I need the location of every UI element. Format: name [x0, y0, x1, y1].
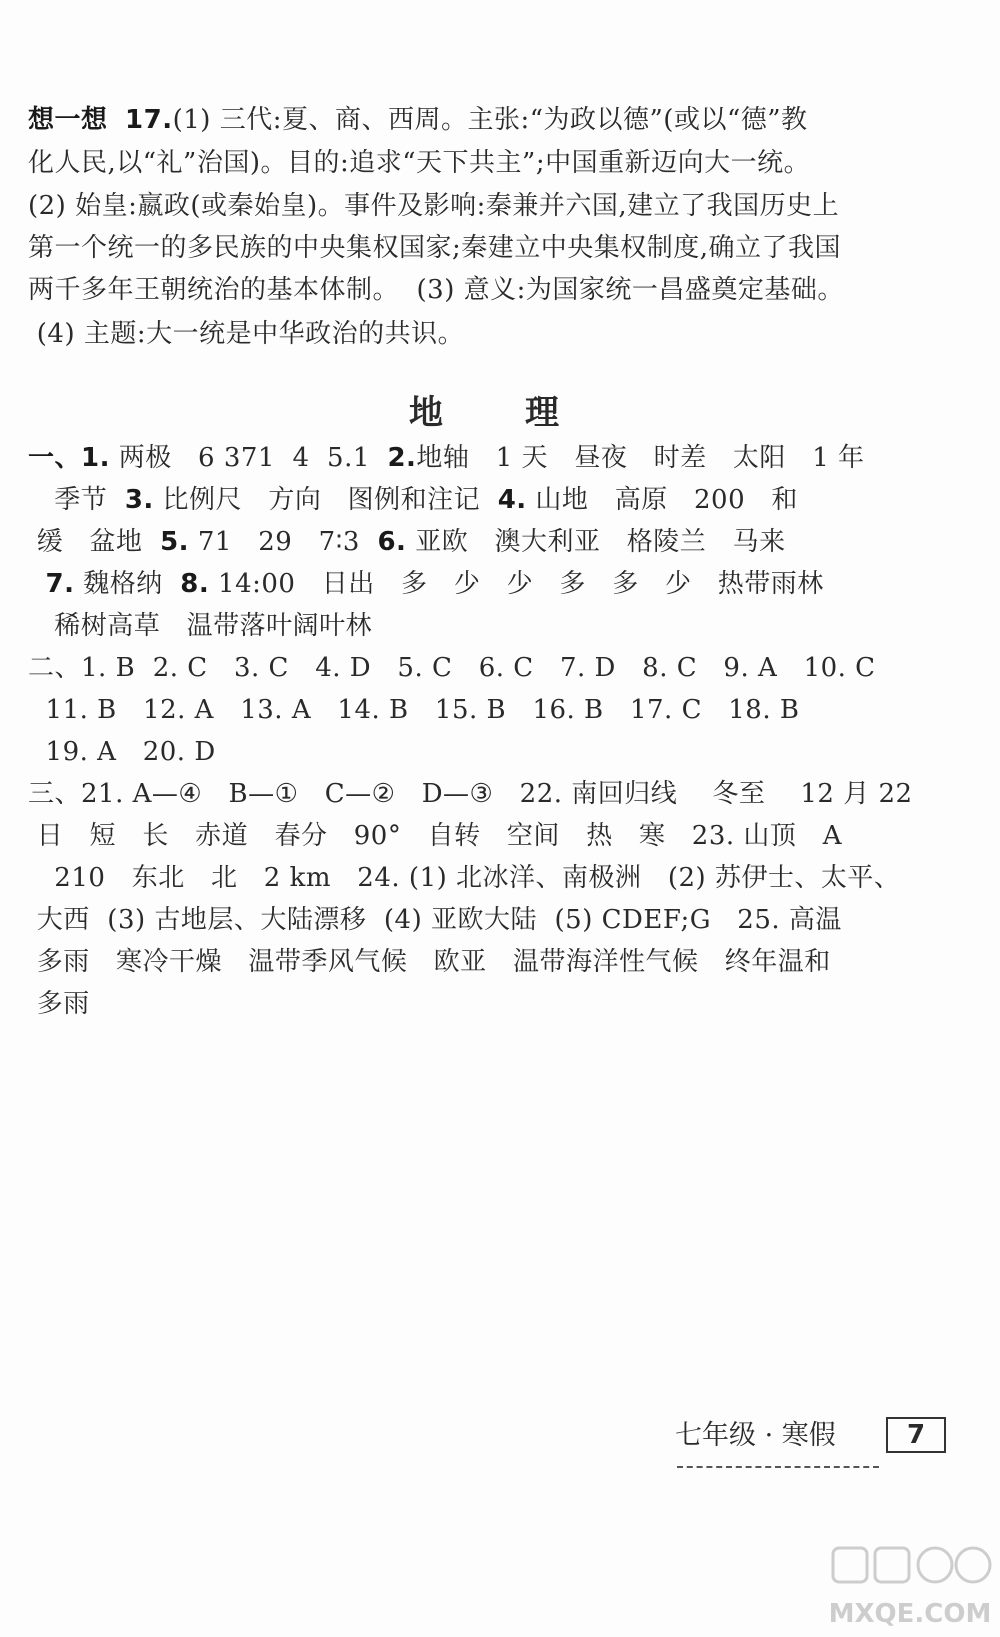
answer-text: 地轴 1 天 昼夜 时差 太阳 1 年	[416, 443, 865, 473]
indent	[28, 569, 46, 599]
answer-text: 两极 6 371 4 5.1	[109, 443, 388, 473]
geo-s2-line-2: 11. B 12. A 13. A 14. B 15. B 16. B 17. C 18. B	[28, 695, 800, 725]
geo-s1-line-3	[28, 520, 948, 564]
answer-text: 71 29 7∶3	[189, 527, 378, 557]
geo-s3-line-6: 多雨	[28, 989, 90, 1019]
answer-text: 季节	[28, 485, 125, 515]
question-number: 3.	[124, 485, 154, 515]
watermark-logo	[825, 1542, 995, 1634]
answer-text: 比例尺 方向 图例和注记	[153, 485, 498, 515]
geo-s1-line-4	[28, 562, 948, 606]
history-text: (1) 三代:夏、商、西周。主张:“为政以德”(或以“德”教	[172, 105, 808, 135]
answer-text: 14:00 日出 多 少 少 多 多 少 热带雨林	[209, 569, 824, 599]
history-line-5: 两千多年王朝统治的基本体制。 (3) 意义:为国家统一昌盛奠定基础。	[28, 275, 844, 305]
footer-divider	[677, 1466, 879, 1468]
answer-text: 缓 盆地	[28, 527, 161, 557]
answer-text: 山地 高原 200 和	[526, 485, 798, 515]
history-line-1	[28, 98, 948, 142]
geo-s1-line-1	[28, 436, 948, 480]
geo-s2-line-3: 19. A 20. D	[28, 737, 216, 767]
answer-text: 魏格纳	[74, 569, 181, 599]
section-one-label: 一、1.	[28, 443, 110, 473]
watermark-text: MXQE.COM	[828, 1599, 992, 1629]
footer-grade-label: 七年级 · 寒假	[675, 1420, 836, 1451]
think-heading: 想一想	[28, 105, 108, 135]
question-number: 17.	[125, 105, 173, 135]
answer-text: 亚欧 澳大利亚 格陵兰 马来	[406, 527, 786, 557]
history-line-2: 化人民,以“礼”治国)。目的:追求“天下共主”;中国重新迈向大一统。	[28, 148, 811, 178]
history-line-4: 第一个统一的多民族的中央集权国家;秦建立中央集权制度,确立了我国	[28, 233, 842, 263]
question-number: 5.	[160, 527, 190, 557]
geo-s1-line-2	[28, 478, 948, 522]
geo-s3-line-2: 日 短 长 赤道 春分 90° 自转 空间 热 寒 23. 山顶 A	[28, 821, 842, 851]
page-number: 7	[886, 1417, 946, 1453]
question-number: 8.	[180, 569, 210, 599]
question-number: 7.	[45, 569, 75, 599]
section-title-geography: 地理	[409, 393, 641, 433]
geo-s3-line-5: 多雨 寒冷干燥 温带季风气候 欧亚 温带海洋性气候 终年温和	[28, 947, 831, 977]
question-number: 4.	[497, 485, 527, 515]
geo-s3-line-4: 大西 (3) 古地层、大陆漂移 (4) 亚欧大陆 (5) CDEF;G 25. 高温	[28, 905, 842, 935]
geo-s1-line-5: 稀树高草 温带落叶阔叶林	[28, 611, 373, 641]
geo-s3-line-1: 三、21. A—④ B—① C—② D—③ 22. 南回归线 冬至 12 月 22	[28, 779, 913, 809]
geo-s2-line-1: 二、1. B 2. C 3. C 4. D 5. C 6. C 7. D 8. C 9. A 10. C	[28, 653, 876, 683]
history-line-3: (2) 始皇:嬴政(或秦始皇)。事件及影响:秦兼并六国,建立了我国历史上	[28, 191, 840, 221]
geo-s3-line-3: 210 东北 北 2 km 24. (1) 北冰洋、南极洲 (2) 苏伊士、太平、	[28, 863, 901, 893]
question-number: 2.	[387, 443, 417, 473]
history-line-6: (4) 主题:大一统是中华政治的共识。	[28, 319, 465, 349]
question-number: 6.	[377, 527, 407, 557]
